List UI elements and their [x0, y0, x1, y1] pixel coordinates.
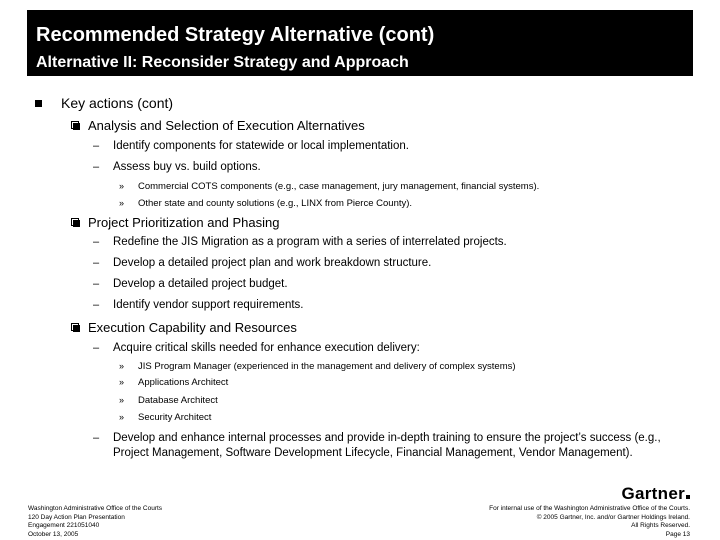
title-bar	[27, 10, 693, 76]
double-chevron-icon: »	[119, 361, 125, 371]
list-item: – Acquire critical skills needed for enhance execution delivery:	[93, 342, 420, 354]
list-item: – Redefine the JIS Migration as a program with a series of interrelated projects.	[93, 236, 507, 248]
key-actions-label: Key actions (cont)	[61, 95, 174, 111]
dash-bullet-icon: –	[93, 140, 100, 152]
dash-bullet-icon: –	[93, 432, 100, 444]
footer-right: For internal use of the Washington Administrative Office of the Courts. © 2005 Gartner, Inc. and/or Gartner Holdings Ireland. All Rights Reserved. Page 13	[489, 505, 690, 538]
list-item: – Develop a detailed project budget.	[93, 278, 288, 290]
section-heading-analysis: Analysis and Selection of Execution Alternatives	[88, 118, 365, 133]
double-chevron-icon: »	[119, 181, 125, 191]
checkbox-bullet-icon	[71, 323, 79, 331]
dash-bullet-icon: –	[93, 161, 100, 173]
list-item: – Identify vendor support requirements.	[93, 299, 304, 311]
list-item: – Assess buy vs. build options.	[93, 161, 261, 173]
list-item: – Develop and enhance internal processes and provide in-depth training to ensure the project’s success (e.g., Project Management, Software Development Lifecycle, Financial Management, Vendor Management).	[93, 432, 661, 459]
double-chevron-icon: »	[119, 198, 125, 208]
double-chevron-icon: »	[119, 395, 125, 405]
checkbox-bullet-icon	[71, 121, 79, 129]
footer-left: Washington Administrative Office of the Courts 120 Day Action Plan Presentation Engagement 221051040 October 13, 2005	[28, 505, 163, 538]
gartner-logo: Gartner	[621, 484, 690, 504]
sub-list-item: » Other state and county solutions (e.g., LINX from Pierce County).	[119, 198, 413, 209]
slide-title: Recommended Strategy Alternative (cont)	[36, 24, 435, 46]
dash-bullet-icon: –	[93, 342, 100, 354]
section-heading-execution: Execution Capability and Resources	[88, 320, 297, 335]
dash-bullet-icon: –	[93, 257, 100, 269]
dash-bullet-icon: –	[93, 278, 100, 290]
dash-bullet-icon: –	[93, 236, 100, 248]
slide-subtitle: Alternative II: Reconsider Strategy and Approach	[36, 54, 409, 71]
double-chevron-icon: »	[119, 412, 125, 422]
logo-dot-icon	[686, 495, 690, 499]
sub-list-item: » Applications Architect	[119, 377, 229, 388]
page-number: Page 13	[665, 530, 690, 538]
double-chevron-icon: »	[119, 377, 125, 387]
checkbox-bullet-icon	[71, 218, 79, 226]
key-actions-bullet	[61, 95, 173, 111]
sub-list-item: » Database Architect	[119, 395, 218, 406]
section-heading-prioritization: Project Prioritization and Phasing	[88, 215, 280, 230]
list-item: – Develop a detailed project plan and work breakdown structure.	[93, 257, 432, 269]
square-bullet-icon	[35, 100, 42, 107]
sub-list-item: » Security Architect	[119, 412, 212, 423]
sub-list-item: » JIS Program Manager (experienced in the management and delivery of complex systems)	[119, 361, 516, 372]
list-item: – Identify components for statewide or local implementation.	[93, 140, 409, 152]
sub-list-item: » Commercial COTS components (e.g., case management, jury management, financial systems).	[119, 181, 540, 192]
dash-bullet-icon: –	[93, 299, 100, 311]
